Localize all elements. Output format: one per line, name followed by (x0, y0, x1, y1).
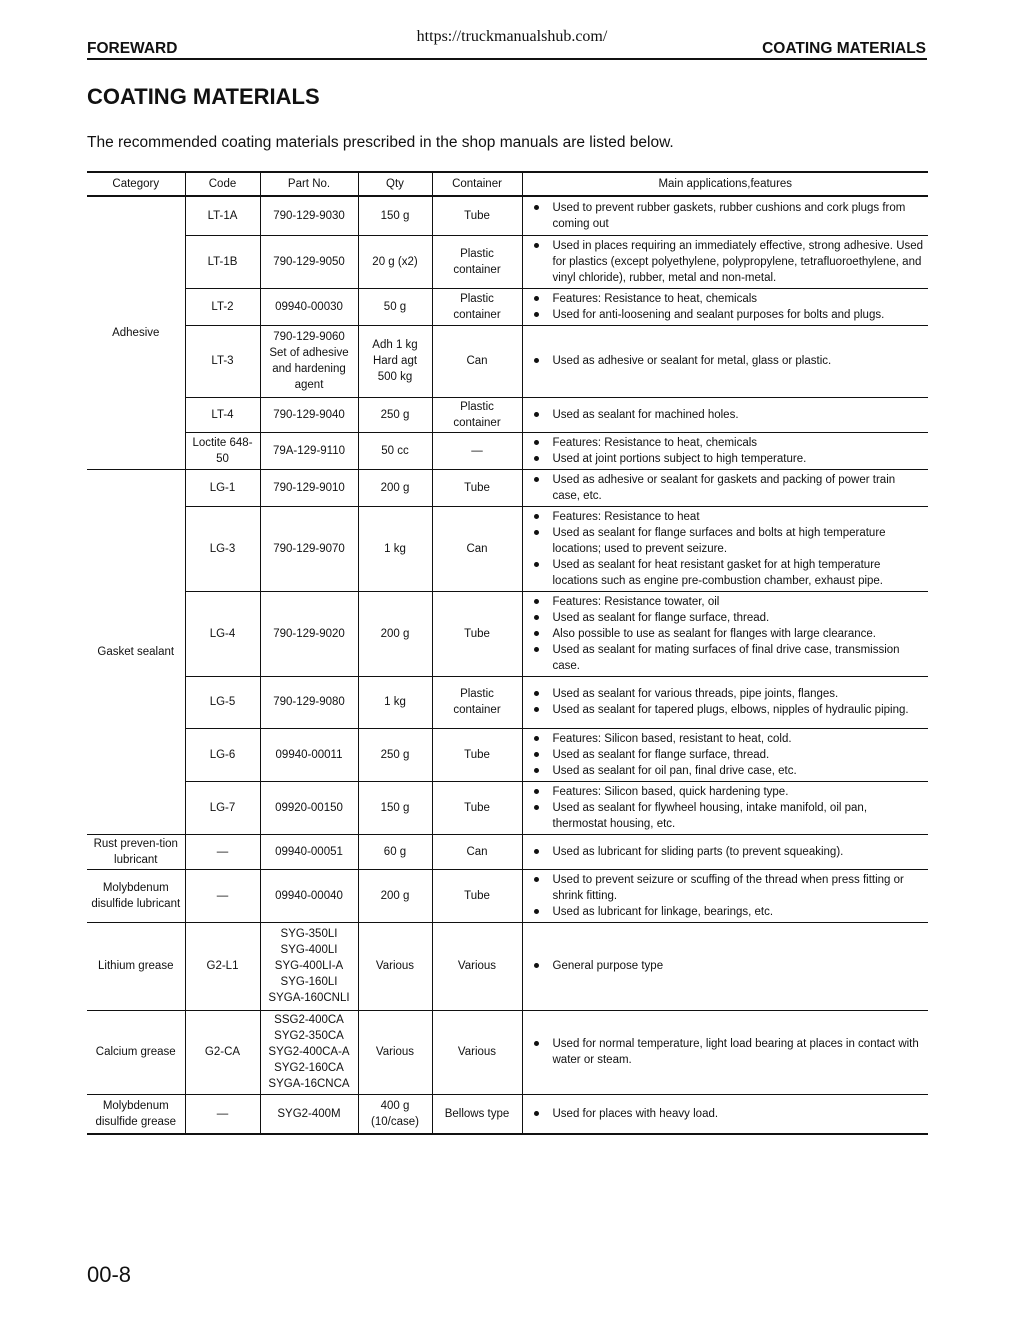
table-row (87, 728, 928, 781)
cell-container (432, 834, 522, 869)
feature-item: Used as lubricant for sliding parts (to prevent squeaking). (529, 844, 925, 860)
cell-line: Tube (464, 627, 490, 640)
cell-container (432, 781, 522, 834)
cell-part-no (260, 781, 358, 834)
feature-item: Used as sealant for various threads, pipe joints, flanges. (529, 686, 925, 702)
cell-category: Molybdenum disulfide grease (87, 1094, 185, 1134)
cell-code: LG-6 (185, 728, 260, 781)
cell-container (432, 506, 522, 591)
cell-applications (522, 288, 928, 325)
cell-line: SSG2-400CA (274, 1014, 344, 1026)
cell-part-no (260, 591, 358, 676)
cell-line: Hard agt (372, 355, 418, 367)
cell-qty (358, 591, 432, 676)
cell-line: container (453, 263, 501, 276)
header-rule (87, 58, 927, 60)
cell-line: 1 kg (384, 542, 406, 555)
cell-category: Rust preven-tion lubricant (87, 834, 185, 869)
cell-container (432, 676, 522, 728)
cell-line: SYG-350LI (280, 928, 338, 940)
feature-item: Used to prevent rubber gaskets, rubber cushions and cork plugs from coming out (529, 200, 925, 232)
cell-line: Various (457, 960, 497, 972)
table-row (87, 397, 928, 432)
cell-code: LG-4 (185, 591, 260, 676)
cell-line: 09940-00011 (275, 748, 343, 761)
cell-container (432, 869, 522, 922)
cell-line: 790-129-9010 (273, 481, 345, 494)
cell-line: Plastic (460, 688, 494, 700)
feature-item: Used in places requiring an immediately effective, strong adhesive. Used for plastics (except polyethylene, polypropylene, tetrafluoroethylene, and vinyl chloride), rubber, metal and non-metal. (529, 238, 925, 286)
feature-item: Features: Silicon based, quick hardening type. (529, 784, 925, 800)
cell-container (432, 1010, 522, 1094)
cell-line: 200 g (380, 627, 410, 640)
cell-category: Adhesive (87, 196, 185, 469)
cell-code: LG-1 (185, 469, 260, 506)
cell-line: 790-129-9070 (273, 542, 345, 555)
cell-applications (522, 325, 928, 397)
cell-container (432, 1094, 522, 1134)
cell-line: container (453, 704, 501, 716)
table-row (87, 1094, 928, 1134)
header-chapter-label: COATING MATERIALS (762, 40, 926, 57)
cell-line: — (471, 444, 483, 457)
feature-list (529, 594, 925, 674)
cell-category: Molybdenum disulfide lubricant (87, 869, 185, 922)
cell-line: 50 g (383, 300, 407, 313)
feature-item: Used as sealant for flywheel housing, intake manifold, oil pan, thermostat housing, etc. (529, 800, 925, 832)
cell-applications (522, 676, 928, 728)
column-header-part-no: Part No. (260, 172, 358, 196)
cell-part-no (260, 196, 358, 235)
cell-line: 09940-00030 (275, 300, 343, 313)
cell-container (432, 469, 522, 506)
cell-code: LT-3 (185, 325, 260, 397)
feature-item: Used as lubricant for linkage, bearings, etc. (529, 904, 925, 920)
table-row (87, 469, 928, 506)
cell-line: 790-129-9060 (273, 331, 345, 343)
cell-line: 09920-00150 (275, 801, 343, 814)
cell-applications (522, 235, 928, 288)
cell-container (432, 196, 522, 235)
table-row (87, 235, 928, 288)
cell-qty (358, 834, 432, 869)
cell-part-no (260, 1010, 358, 1094)
cell-applications (522, 469, 928, 506)
table-row (87, 869, 928, 922)
cell-line: SYG2-350CA (274, 1030, 344, 1042)
cell-line: Can (466, 542, 488, 555)
cell-part-no (260, 397, 358, 432)
page-number: 00-8 (87, 1262, 132, 1287)
cell-line: 200 g (380, 889, 410, 902)
feature-item: Features: Resistance to heat, chemicals (529, 435, 925, 451)
cell-part-no (260, 235, 358, 288)
feature-item: Used as sealant for machined holes. (529, 407, 925, 423)
cell-applications (522, 781, 928, 834)
feature-item: Features: Silicon based, resistant to heat, cold. (529, 731, 925, 747)
cell-code: LG-3 (185, 506, 260, 591)
cell-line: 790-129-9050 (273, 255, 345, 268)
cell-line: SYG2-160CA (274, 1062, 344, 1074)
cell-line: 09940-00051 (275, 845, 343, 858)
column-header-category: Category (87, 172, 185, 196)
cell-part-no (260, 834, 358, 869)
feature-item: Used for normal temperature, light load bearing at places in contact with water or steam. (529, 1036, 925, 1068)
cell-part-no (260, 325, 358, 397)
cell-line: SYGA-16CNCA (268, 1078, 350, 1090)
cell-part-no (260, 469, 358, 506)
cell-container (432, 288, 522, 325)
cell-part-no (260, 288, 358, 325)
cell-line: Can (466, 355, 488, 367)
cell-line: 200 g (380, 481, 410, 494)
feature-list (529, 353, 925, 369)
feature-item: Used as sealant for tapered plugs, elbows, nipples of hydraulic piping. (529, 702, 925, 718)
cell-code: LT-1B (185, 235, 260, 288)
feature-list (529, 784, 925, 832)
cell-line: SYG2-400M (277, 1107, 341, 1120)
cell-code: Loctite 648-50 (185, 432, 260, 469)
cell-line: Various (375, 1046, 415, 1058)
cell-applications (522, 196, 928, 235)
table-row (87, 922, 928, 1010)
feature-list (529, 407, 925, 423)
table-row (87, 325, 928, 397)
cell-part-no (260, 728, 358, 781)
feature-item: General purpose type (529, 958, 925, 974)
feature-list (529, 509, 925, 589)
cell-line: 1 kg (384, 696, 406, 708)
cell-applications (522, 834, 928, 869)
feature-item: Used at joint portions subject to high temperature. (529, 451, 925, 467)
cell-qty (358, 781, 432, 834)
cell-qty (358, 1094, 432, 1134)
feature-item: Used for anti-loosening and sealant purposes for bolts and plugs. (529, 307, 925, 323)
cell-applications (522, 922, 928, 1010)
cell-code: LG-5 (185, 676, 260, 728)
cell-line: Various (457, 1046, 497, 1058)
cell-applications (522, 869, 928, 922)
coating-materials-table (87, 171, 928, 1135)
feature-list (529, 844, 925, 860)
cell-code: G2-CA (185, 1010, 260, 1094)
cell-part-no (260, 922, 358, 1010)
cell-line: Tube (464, 748, 490, 761)
column-header-container: Container (432, 172, 522, 196)
feature-item: Also possible to use as sealant for flanges with large clearance. (529, 626, 925, 642)
cell-applications (522, 728, 928, 781)
cell-qty (358, 676, 432, 728)
cell-code: LT-1A (185, 196, 260, 235)
feature-item: Used as sealant for flange surface, thread. (529, 747, 925, 763)
table-header-row (87, 172, 928, 196)
cell-line: 790-129-9040 (273, 408, 345, 421)
cell-line: 79A-129-9110 (272, 444, 346, 457)
cell-part-no (260, 869, 358, 922)
feature-list (529, 238, 925, 286)
cell-line: 20 g (x2) (372, 255, 418, 268)
source-url: https://truckmanualshub.com/ (416, 28, 608, 45)
feature-list (529, 1036, 925, 1068)
header-section-label: FOREWARD (87, 40, 178, 57)
feature-item: Used as sealant for oil pan, final drive case, etc. (529, 763, 925, 779)
cell-line: Set of adhesive (269, 347, 349, 359)
cell-qty (358, 506, 432, 591)
cell-code: LG-7 (185, 781, 260, 834)
feature-item: Used to prevent seizure or scuffing of the thread when press fitting or shrink fitting. (529, 872, 925, 904)
cell-line: SYG-160LI (280, 976, 338, 988)
cell-line: 60 g (383, 845, 407, 858)
cell-qty (358, 288, 432, 325)
page-title: COATING MATERIALS (87, 84, 320, 109)
cell-category: Lithium grease (87, 922, 185, 1010)
cell-container (432, 591, 522, 676)
cell-code: — (185, 834, 260, 869)
cell-line: 790-129-9030 (273, 209, 345, 222)
cell-line: Bellows type (444, 1107, 510, 1120)
feature-list (529, 1106, 925, 1122)
cell-line: 790-129-9020 (273, 627, 345, 640)
cell-line: 790-129-9080 (273, 696, 345, 708)
cell-line: SYG-400LI (280, 944, 338, 956)
cell-line: container (453, 308, 501, 321)
cell-qty (358, 869, 432, 922)
cell-line: SYG2-400CA-A (268, 1046, 350, 1058)
table-row (87, 781, 928, 834)
intro-text: The recommended coating materials prescribed in the shop manuals are listed below. (87, 134, 674, 151)
cell-line: SYGA-160CNLI (268, 992, 350, 1004)
cell-code: LT-2 (185, 288, 260, 325)
cell-line: and hardening (272, 363, 346, 375)
column-header-qty: Qty (358, 172, 432, 196)
cell-line: (10/case) (371, 1115, 419, 1128)
cell-line: 50 cc (381, 444, 409, 457)
cell-line: SYG-400LI-A (274, 960, 344, 972)
table-row (87, 288, 928, 325)
feature-item: Used as sealant for mating surfaces of final drive case, transmission case. (529, 642, 925, 674)
table-row (87, 432, 928, 469)
cell-line: Plastic (460, 292, 494, 305)
cell-container (432, 325, 522, 397)
cell-line: 250 g (380, 408, 410, 421)
cell-qty (358, 469, 432, 506)
cell-line: Tube (464, 889, 490, 902)
feature-item: Used as adhesive or sealant for metal, glass or plastic. (529, 353, 925, 369)
cell-applications (522, 506, 928, 591)
cell-line: Tube (464, 209, 490, 222)
cell-line: Plastic (460, 400, 494, 413)
table-row (87, 591, 928, 676)
cell-qty (358, 325, 432, 397)
cell-qty (358, 196, 432, 235)
cell-qty (358, 728, 432, 781)
cell-qty (358, 922, 432, 1010)
table-row (87, 834, 928, 869)
cell-line: 150 g (380, 209, 410, 222)
cell-line: 500 kg (377, 371, 413, 383)
feature-item: Features: Resistance towater, oil (529, 594, 925, 610)
cell-line: agent (294, 379, 324, 391)
feature-item: Used as sealant for heat resistant gasket for at high temperature locations such as engine pre-combustion chamber, exhaust pipe. (529, 557, 925, 589)
feature-list (529, 872, 925, 920)
table-row (87, 1010, 928, 1094)
table-row (87, 506, 928, 591)
table-row (87, 196, 928, 235)
table-body (87, 196, 928, 1134)
cell-line: Various (375, 960, 415, 972)
cell-qty (358, 235, 432, 288)
table-row (87, 676, 928, 728)
cell-line: Adh 1 kg (372, 339, 418, 351)
feature-item: Used as adhesive or sealant for gaskets and packing of power train case, etc. (529, 472, 925, 504)
feature-list (529, 472, 925, 504)
feature-item: Used as sealant for flange surface, thread. (529, 610, 925, 626)
cell-line: 150 g (380, 801, 410, 814)
cell-category: Gasket sealant (87, 469, 185, 834)
cell-line: Can (466, 845, 488, 858)
column-header-code: Code (185, 172, 260, 196)
cell-applications (522, 1094, 928, 1134)
cell-applications (522, 591, 928, 676)
cell-applications (522, 1010, 928, 1094)
cell-part-no (260, 676, 358, 728)
cell-container (432, 432, 522, 469)
cell-code: — (185, 869, 260, 922)
cell-part-no (260, 1094, 358, 1134)
cell-qty (358, 1010, 432, 1094)
feature-list (529, 291, 925, 323)
feature-list (529, 686, 925, 718)
cell-line: container (453, 416, 501, 429)
feature-item: Features: Resistance to heat (529, 509, 925, 525)
feature-item: Used as sealant for flange surfaces and bolts at high temperature locations; used to prevent seizure. (529, 525, 925, 557)
feature-item: Features: Resistance to heat, chemicals (529, 291, 925, 307)
cell-container (432, 728, 522, 781)
cell-qty (358, 397, 432, 432)
cell-qty (358, 432, 432, 469)
feature-list (529, 731, 925, 779)
cell-code: LT-4 (185, 397, 260, 432)
cell-applications (522, 432, 928, 469)
cell-line: Tube (464, 481, 490, 494)
cell-line: 400 g (380, 1099, 410, 1112)
cell-line: Plastic (460, 247, 494, 260)
cell-part-no (260, 506, 358, 591)
feature-list (529, 958, 925, 974)
cell-line: Tube (464, 801, 490, 814)
column-header-applications: Main applications,features (522, 172, 928, 196)
cell-code: — (185, 1094, 260, 1134)
cell-category: Calcium grease (87, 1010, 185, 1094)
cell-part-no (260, 432, 358, 469)
cell-code: G2-L1 (185, 922, 260, 1010)
feature-list (529, 200, 925, 232)
cell-line: 09940-00040 (275, 889, 343, 902)
cell-line: 250 g (380, 748, 410, 761)
cell-container (432, 235, 522, 288)
feature-item: Used for places with heavy load. (529, 1106, 925, 1122)
cell-container (432, 922, 522, 1010)
cell-container (432, 397, 522, 432)
feature-list (529, 435, 925, 467)
cell-applications (522, 397, 928, 432)
